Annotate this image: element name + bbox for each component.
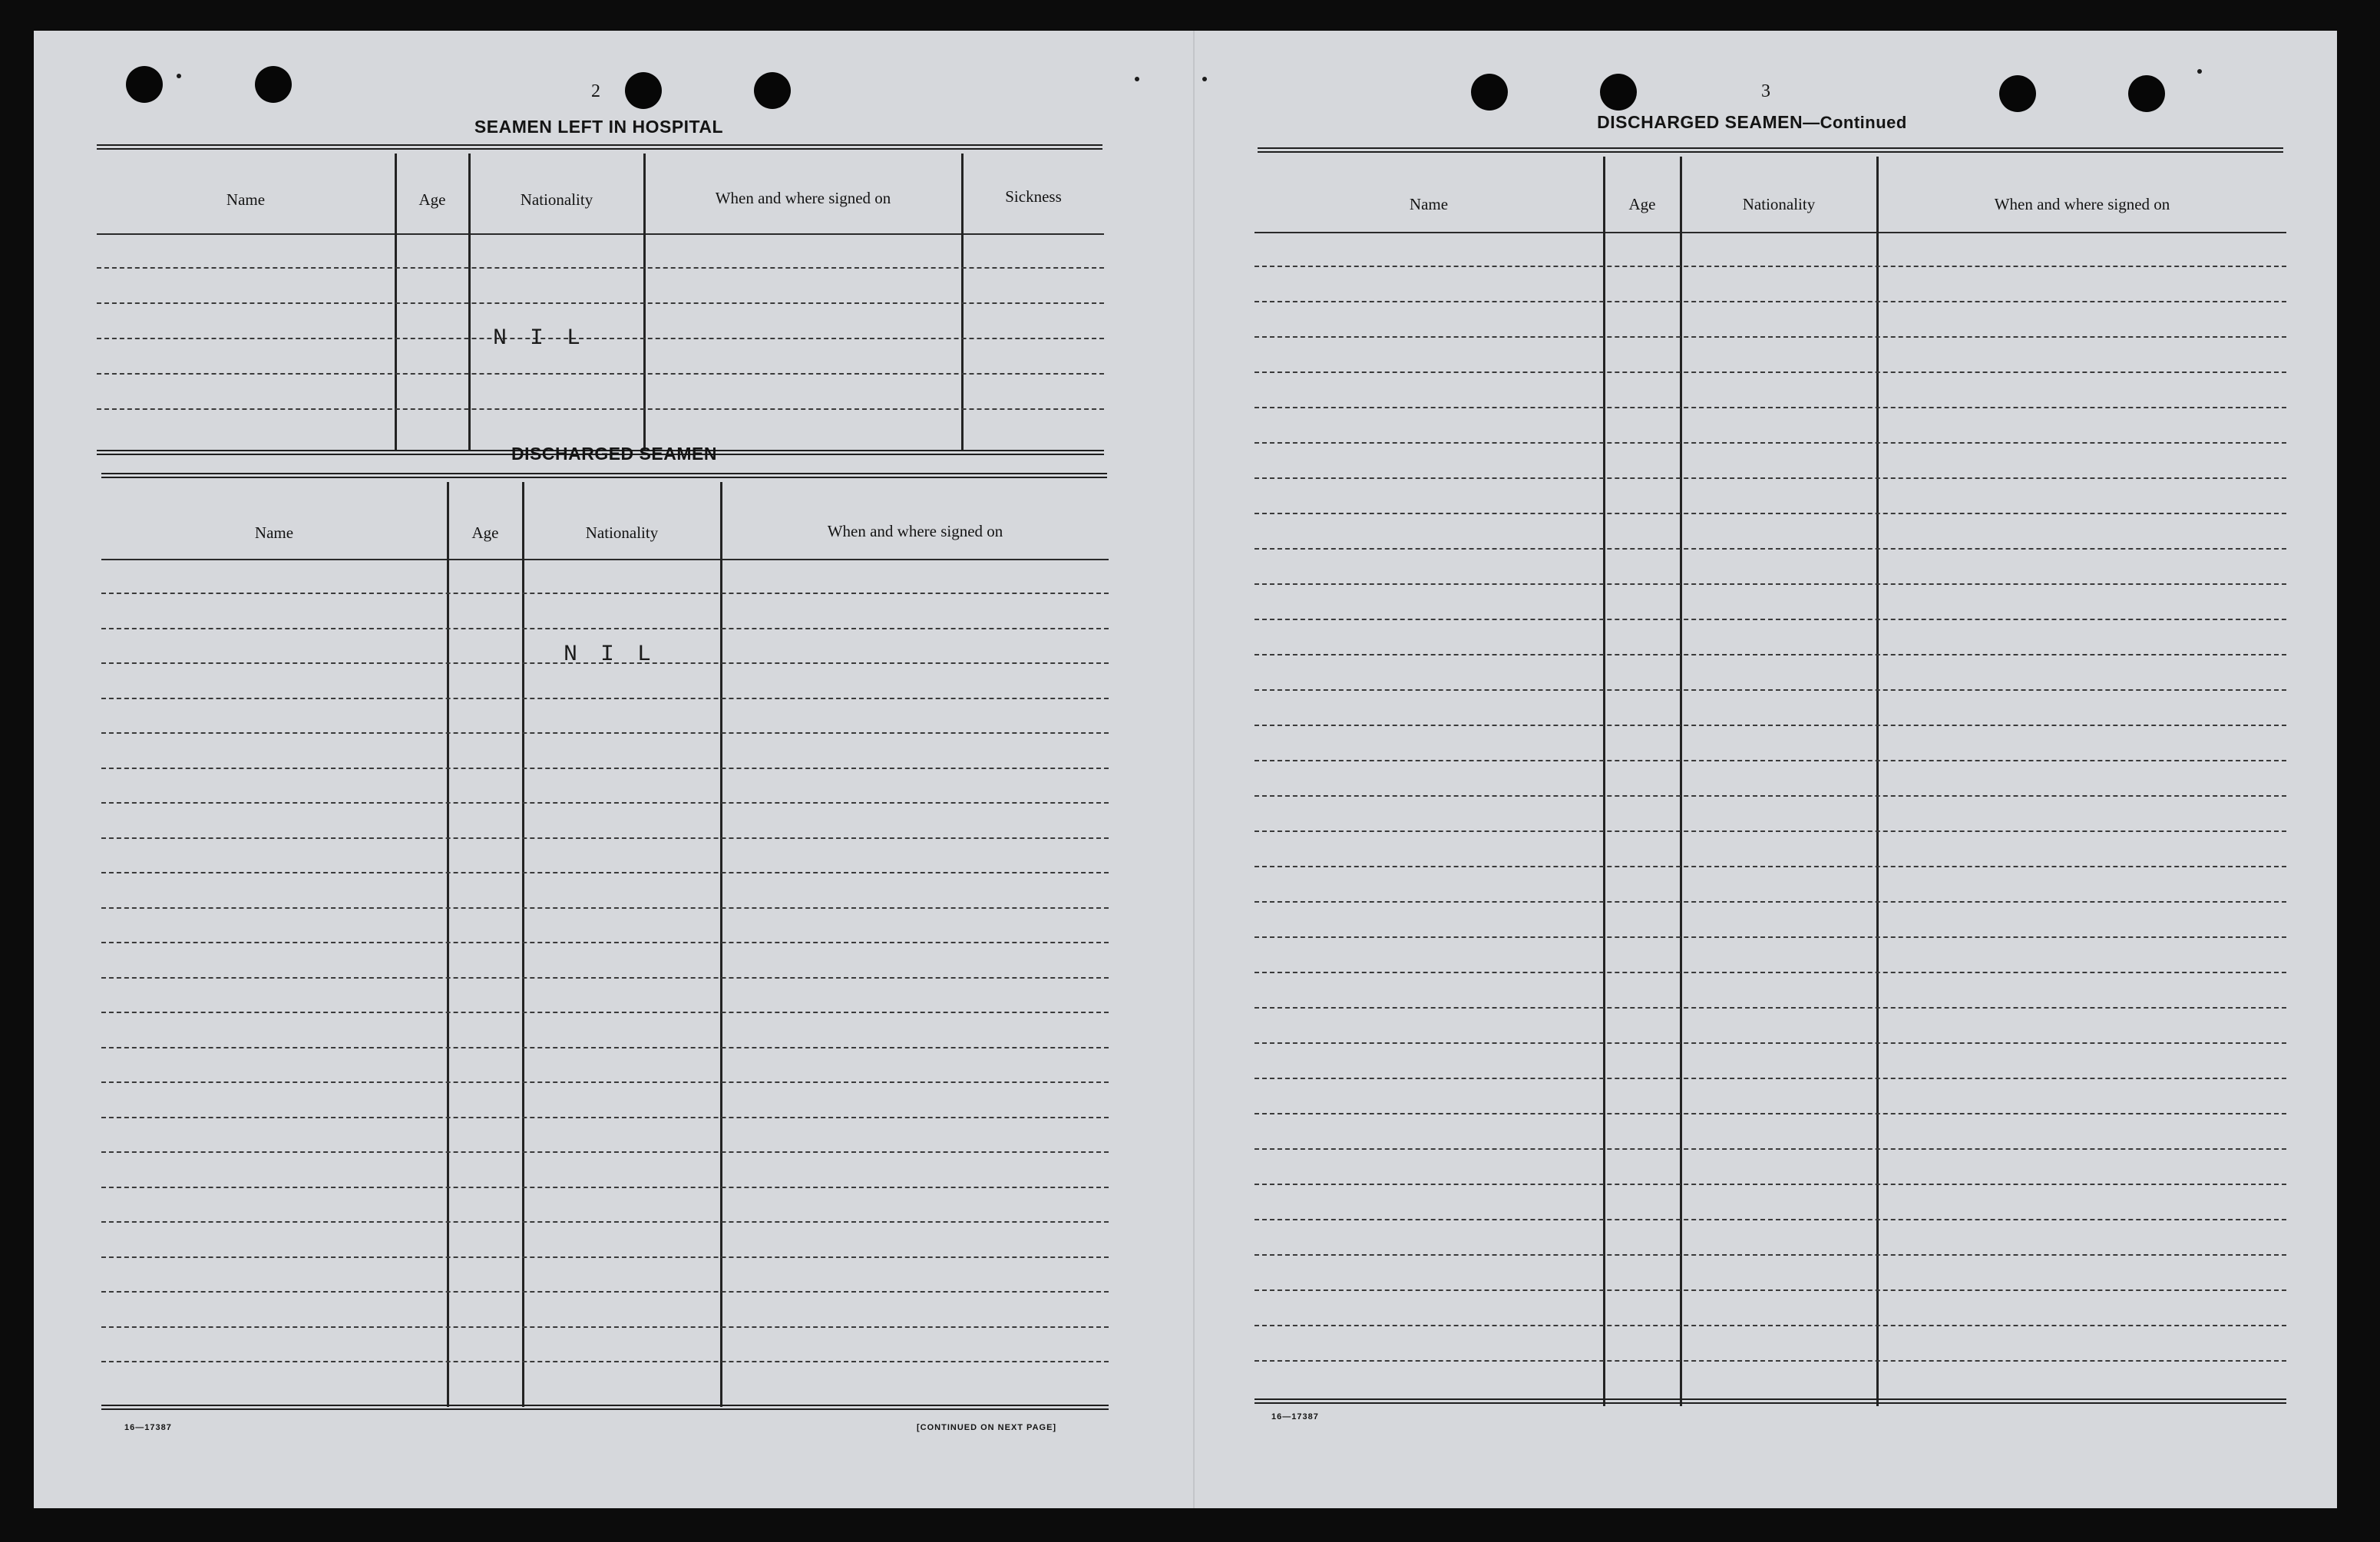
ruled-line — [1254, 760, 2286, 761]
punch-hole — [1600, 74, 1637, 111]
column-divider — [522, 482, 524, 1407]
ruled-line — [101, 698, 1109, 699]
col-header-name: Name — [254, 523, 294, 542]
ruled-line — [1254, 266, 2286, 267]
ruled-line — [1254, 407, 2286, 408]
ink-speck — [1202, 77, 1207, 81]
ruled-line — [101, 802, 1109, 804]
hospital-section-title: SEAMEN LEFT IN HOSPITAL — [474, 117, 724, 137]
discharged-top-rule — [101, 473, 1107, 478]
page-number-left: 2 — [591, 81, 600, 101]
ruled-line — [1254, 866, 2286, 867]
ruled-line — [1254, 477, 2286, 479]
ruled-line — [97, 338, 1104, 339]
col-header-age: Age — [1628, 195, 1656, 213]
punch-hole — [625, 72, 662, 109]
ruled-line — [101, 1361, 1109, 1362]
form-number-left: 16—17387 — [124, 1423, 172, 1432]
column-divider — [447, 482, 449, 1407]
right-top-rule — [1258, 147, 2283, 153]
ruled-line — [101, 1221, 1109, 1223]
ruled-line — [97, 302, 1104, 304]
ink-speck — [2197, 69, 2202, 74]
ruled-line — [1254, 1007, 2286, 1009]
col-header-signed-on: When and where signed on — [827, 522, 1003, 540]
column-divider — [720, 482, 722, 1407]
ruled-line — [1254, 442, 2286, 444]
ruled-line — [1254, 901, 2286, 903]
ink-speck — [177, 74, 181, 78]
col-header-sickness: Sickness — [1005, 187, 1062, 206]
ruled-line — [101, 1256, 1109, 1258]
punch-hole — [1471, 74, 1508, 111]
punch-hole — [754, 72, 791, 109]
ruled-line — [1254, 513, 2286, 514]
punch-hole — [1999, 75, 2036, 112]
page-number-right: 3 — [1761, 81, 1770, 101]
hospital-table — [97, 154, 1104, 451]
ruled-line — [101, 942, 1109, 943]
ruled-line — [1254, 1042, 2286, 1044]
ruled-line — [1254, 689, 2286, 691]
ruled-line — [101, 907, 1109, 909]
ruled-line — [101, 977, 1109, 979]
ruled-line — [1254, 1184, 2286, 1185]
header-underline — [1254, 232, 2286, 233]
ruled-line — [1254, 795, 2286, 797]
header-underline — [101, 559, 1109, 560]
discharged-bottom-rule — [101, 1405, 1109, 1410]
ruled-line — [101, 1012, 1109, 1013]
ruled-line — [1254, 1325, 2286, 1326]
ruled-line — [101, 1151, 1109, 1153]
header-underline — [97, 233, 1104, 235]
ruled-line — [101, 628, 1109, 629]
ruled-line — [97, 267, 1104, 269]
punch-hole — [2128, 75, 2165, 112]
ruled-line — [101, 1326, 1109, 1328]
ruled-line — [101, 1187, 1109, 1188]
ruled-line — [1254, 830, 2286, 832]
ruled-line — [1254, 1148, 2286, 1150]
ruled-line — [101, 837, 1109, 839]
continued-note: [CONTINUED ON NEXT PAGE] — [917, 1423, 1057, 1432]
ruled-line — [1254, 972, 2286, 973]
ruled-line — [1254, 548, 2286, 550]
hospital-top-rule — [97, 144, 1102, 150]
hospital-nil-entry: N I L — [493, 325, 586, 352]
ruled-line — [97, 373, 1104, 375]
ruled-line — [101, 593, 1109, 594]
ruled-line — [101, 1081, 1109, 1083]
title-main: DISCHARGED SEAMEN — [1597, 112, 1803, 132]
ruled-line — [1254, 1360, 2286, 1362]
ruled-line — [101, 768, 1109, 769]
ruled-line — [101, 1117, 1109, 1118]
ruled-line — [1254, 619, 2286, 620]
col-header-signed-on: When and where signed on — [1994, 195, 2170, 213]
col-header-name: Name — [1409, 195, 1449, 213]
ruled-line — [101, 872, 1109, 873]
punch-hole — [126, 66, 163, 103]
col-header-nationality: Nationality — [585, 523, 659, 542]
ruled-line — [1254, 301, 2286, 302]
ruled-line — [1254, 336, 2286, 338]
ruled-line — [1254, 1219, 2286, 1220]
ruled-line — [1254, 936, 2286, 938]
ruled-line — [97, 408, 1104, 410]
col-header-age: Age — [418, 190, 446, 209]
ruled-line — [1254, 371, 2286, 373]
form-number-right: 16—17387 — [1271, 1412, 1319, 1421]
discharged-continued-title — [1597, 112, 1907, 133]
ink-speck — [1135, 77, 1139, 81]
center-fold — [1193, 31, 1195, 1508]
ruled-line — [1254, 654, 2286, 655]
col-header-signed-on: When and where signed on — [715, 189, 891, 207]
ruled-line — [1254, 583, 2286, 585]
discharged-table — [101, 482, 1109, 1407]
discharged-section-title: DISCHARGED SEAMEN — [511, 444, 717, 464]
title-continued: —Continued — [1803, 113, 1907, 132]
discharged-nil-entry: N I L — [564, 642, 656, 668]
ruled-line — [1254, 1078, 2286, 1079]
ruled-line — [101, 1047, 1109, 1048]
ruled-line — [1254, 1254, 2286, 1256]
ruled-line — [1254, 1113, 2286, 1114]
right-bottom-rule — [1254, 1398, 2286, 1404]
col-header-name: Name — [226, 190, 266, 209]
ruled-line — [101, 1291, 1109, 1293]
ruled-line — [1254, 1289, 2286, 1291]
ruled-line — [1254, 725, 2286, 726]
document-sheet — [34, 31, 2337, 1508]
col-header-nationality: Nationality — [520, 190, 593, 209]
col-header-age: Age — [471, 523, 499, 542]
ruled-line — [101, 732, 1109, 734]
col-header-nationality: Nationality — [1742, 195, 1816, 213]
discharged-continued-table — [1254, 157, 2286, 1406]
punch-hole — [255, 66, 292, 103]
